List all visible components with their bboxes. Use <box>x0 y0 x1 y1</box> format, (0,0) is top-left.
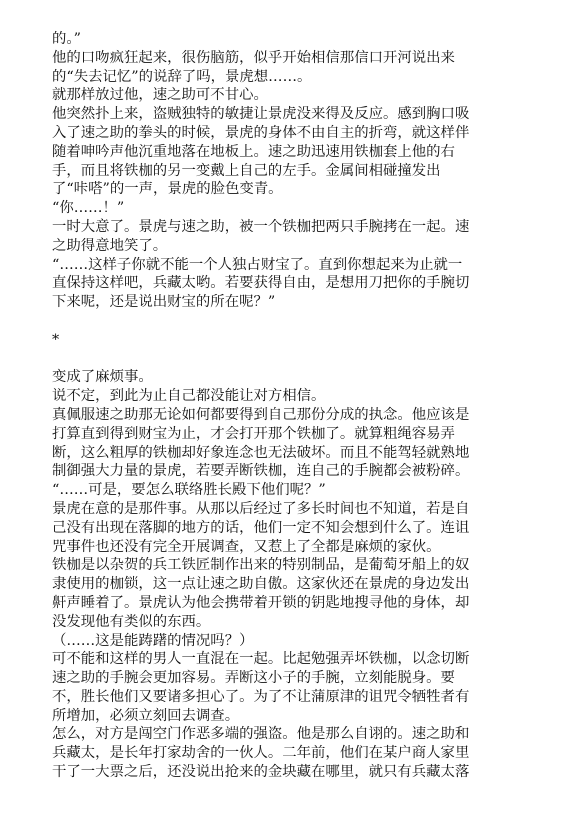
text-line: 断，这么粗厚的铁枷却好象连念也无法破坏。而且不能驾轻就熟地 <box>52 444 470 461</box>
text-line: 咒事件也还没有完全开展调查，又惹上了全都是麻烦的家伙。 <box>52 538 441 555</box>
text-line: 不，胜长他们又要诸多担心了。为了不让蒲原津的诅咒令牺牲者有 <box>52 688 470 705</box>
text-line: 随着呻吟声他沉重地落在地板上。速之助迅速用铁枷套上他的右 <box>52 143 455 160</box>
text-line: 可不能和这样的男人一直混在一起。比起勉强弄坏铁枷，以念切断 <box>52 651 470 668</box>
blank-line <box>52 312 569 331</box>
text-line: 景虎在意的是那件事。从那以后经过了多长时间也不知道，若是自 <box>52 500 470 517</box>
text-line: 了“咔嗒”的一声，景虎的脸色变青。 <box>52 181 283 198</box>
text-line: 他突然扑上来，盗贼独特的敏捷让景虎没来得及反应。感到胸口吸 <box>52 106 470 123</box>
text-line: 速之助的手腕会更加容易。弄断这小子的手腕，立刻能脱身。要 <box>52 670 455 687</box>
blank-line <box>52 350 569 369</box>
text-line: 下来呢，还是说出财宝的所在呢？” <box>52 294 276 311</box>
text-line: 之助得意地笑了。 <box>52 237 168 254</box>
text-line: 的“失去记忆”的说辞了吗，景虎想……。 <box>52 68 312 85</box>
text-line: “你……！” <box>52 200 125 217</box>
text-line: 鼾声睡着了。景虎认为他会携带着开锁的钥匙地搜寻他的身体，却 <box>52 594 470 611</box>
text-line: 隶使用的枷锁，这一点让速之助自傲。这家伙还在景虎的身边发出 <box>52 576 470 593</box>
text-line: 手，而且将铁枷的另一变戴上自己的左手。金属间相碰撞发出 <box>52 162 441 179</box>
text-line: 己没有出现在落脚的地方的话，他们一定不知会想到什么了。连诅 <box>52 519 470 536</box>
text-line: 的。” <box>52 31 81 47</box>
text-line: “……这样子你就不能一个人独占财宝了。直到你想起来为止就一 <box>52 256 463 273</box>
text-line: 打算直到得到财宝为止，才会打开那个铁枷了。就算粗绳容易弄 <box>52 425 455 442</box>
section-separator: * <box>52 331 60 348</box>
text-line: 铁枷是以杂贺的兵工铁匠制作出来的特别制品，是葡萄牙船上的奴 <box>52 557 470 574</box>
text-line: 所增加，必须立刻回去调查。 <box>52 707 240 724</box>
text-line: （……这是能踌躇的情况吗？） <box>52 632 254 649</box>
text-line: 真佩服速之助那无论如何都要得到自己那份分成的执念。他应该是 <box>52 406 470 423</box>
text-line: 就那样放过他，速之助可不甘心。 <box>52 87 268 104</box>
text-line: 怎么，对方是闯空门作恶多端的强盗。他是那么自诩的。速之助和 <box>52 726 470 743</box>
text-line: “……可是，要怎么联络胜长殿下他们呢？” <box>52 482 326 499</box>
text-line: 他的口吻疯狂起来，很伤脑筋，似乎开始相信那信口开河说出来 <box>52 49 455 66</box>
text-line: 说不定，到此为止自己都没能让对方相信。 <box>52 388 326 405</box>
text-line: 变成了麻烦事。 <box>52 369 153 386</box>
text-line: 没发现他有类似的东西。 <box>52 613 211 630</box>
text-line: 兵藏太，是长年打家劫舍的一伙人。二年前，他们在某户商人家里 <box>52 745 470 762</box>
text-line: 入了速之助的拳头的时候，景虎的身体不由自主的折弯，就这样伴 <box>52 124 470 141</box>
text-line: 制御强大力量的景虎，若要弄断铁枷，连自己的手腕都会被粉碎。 <box>52 463 470 480</box>
text-line: 直保持这样吧，兵藏太哟。若要获得自由，是想用刀把你的手腕切 <box>52 275 470 292</box>
text-line: 一时大意了。景虎与速之助，被一个铁枷把两只手腕拷在一起。速 <box>52 218 470 235</box>
text-line: 干了一大票之后，还没说出抢来的金块藏在哪里，就只有兵藏太落 <box>52 764 470 781</box>
